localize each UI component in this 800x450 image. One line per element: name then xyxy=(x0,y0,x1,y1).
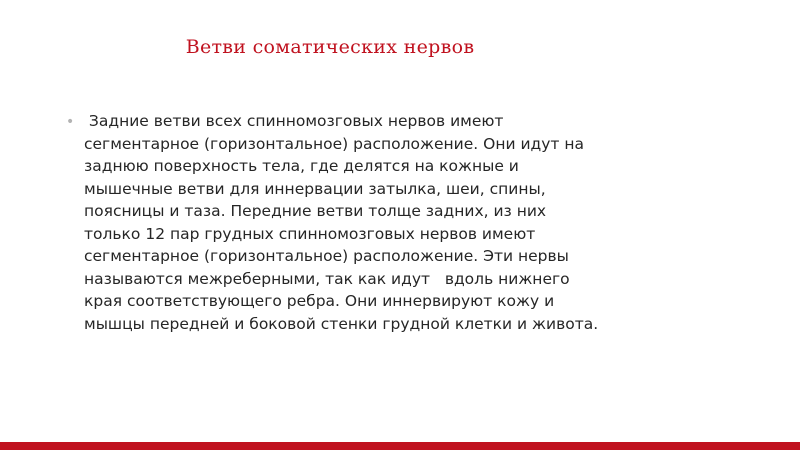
paragraph-line: только 12 пар грудных спинномозговых нервов имеют xyxy=(84,224,536,243)
slide-title: Ветви соматических нервов xyxy=(185,36,475,58)
bullet-dot-icon: • xyxy=(66,114,75,130)
bullet-paragraph xyxy=(84,110,686,335)
paragraph-line: называются межреберными, так как идут вдоль нижнего xyxy=(84,269,570,288)
bottom-accent-bar xyxy=(0,442,800,450)
slide-body xyxy=(66,110,686,335)
paragraph-line: края соответствующего ребра. Они иннервируют кожу и xyxy=(84,292,555,310)
paragraph-line: заднюю поверхность тела, где делятся на кожные и xyxy=(84,157,519,175)
paragraph-line: поясницы и таза. Передние ветви толще задних, из них xyxy=(84,202,547,220)
paragraph-line: мышцы передней и боковой стенки грудной клетки и живота. xyxy=(84,314,599,333)
paragraph-line: сегментарное (горизонтальное) расположение. Эти нервы xyxy=(84,247,569,265)
paragraph-line: Задние ветви всех спинномозговых нервов имеют xyxy=(84,112,504,130)
bullet-item xyxy=(66,110,686,335)
paragraph-line: мышечные ветви для иннервации затылка, шеи, спины, xyxy=(84,179,546,198)
paragraph-line: сегментарное (горизонтальное) расположение. Они идут на xyxy=(84,134,585,153)
